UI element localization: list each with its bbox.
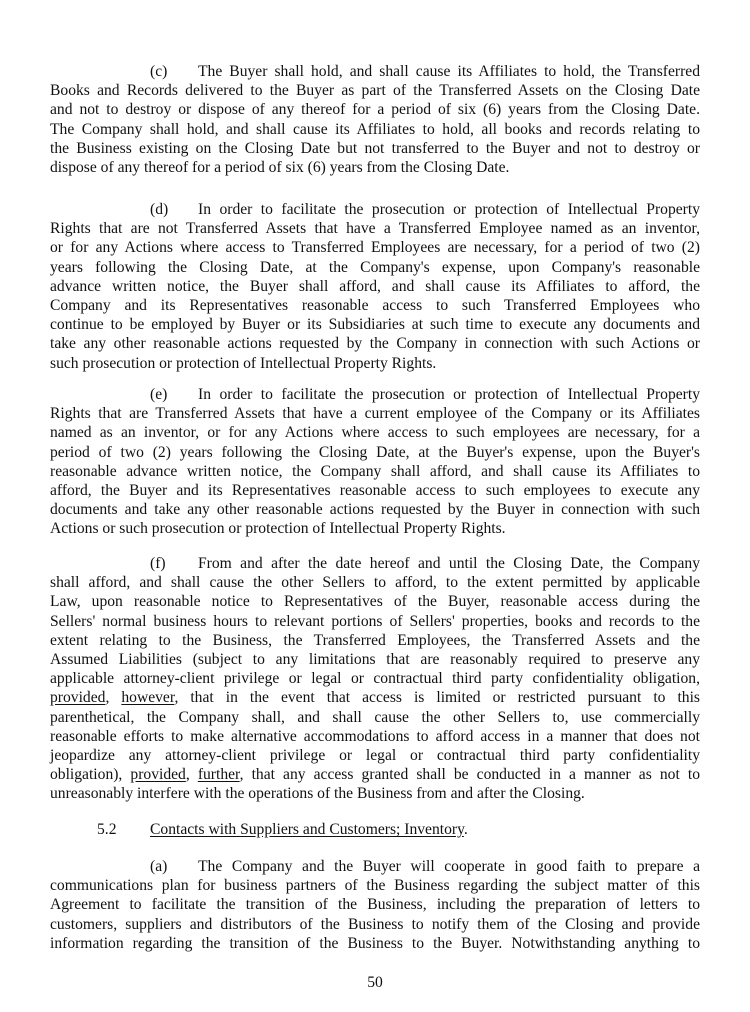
paragraph-line <box>50 688 700 707</box>
section-title: Contacts with Suppliers and Customers; Inventory <box>150 821 464 838</box>
paragraph-5-2-a <box>50 857 700 953</box>
line-text: , that any access granted shall be conducted in a manner as not to <box>239 766 700 784</box>
paragraph-line: Rights that are not Transferred Assets that have a Transferred Employee named as an inventor, <box>50 220 700 238</box>
paragraph-line: or for any Actions where access to Transferred Employees are necessary, for a period of two (2) <box>50 239 700 257</box>
paragraph-line: unreasonably interfere with the operations of the Business from and after the Closing. <box>50 785 585 803</box>
underlined-term-provided: provided <box>130 766 186 784</box>
paragraph-line: period of two (2) years following the Closing Date, at the Buyer's expense, upon the Buyer's <box>50 443 700 461</box>
paragraph-line: extent relating to the Business, the Transferred Employees, the Transferred Assets and the <box>50 631 700 649</box>
page-number: 50 <box>367 974 383 991</box>
paragraph-line: named as an inventor, or for any Actions where access to such employees are necessary, for a <box>50 424 700 442</box>
paragraph-line: continue to be employed by Buyer or its Subsidiaries at such time to execute any documents and <box>50 316 700 334</box>
paragraph-line <box>50 765 700 784</box>
paragraph-label: (e) <box>150 386 168 403</box>
paragraph-line: Agreement to facilitate the transition of the Business, including the preparation of letters to <box>50 896 700 914</box>
paragraph-f <box>50 554 700 803</box>
paragraph-line: dispose of any thereof for a period of six (6) years from the Closing Date. <box>50 158 510 176</box>
paragraph-line <box>50 62 700 81</box>
paragraph-line: Books and Records delivered to the Buyer as part of the Transferred Assets on the Closing Date <box>50 82 700 100</box>
paragraph-line: and not to destroy or dispose of any thereof for a period of six (6) years from the Closing Date. <box>50 101 700 119</box>
paragraph-line <box>50 857 700 876</box>
line-text: In order to facilitate the prosecution or protection of Intellectual Property <box>198 201 700 218</box>
paragraph-line: afford, the Buyer and its Representatives reasonable access to such employees to execute any <box>50 481 700 499</box>
section-heading <box>97 820 468 839</box>
underlined-term-further: further <box>197 766 240 784</box>
paragraph-line: applicable attorney-client privilege or legal or contractual third party confidentiality obligation, <box>50 670 700 688</box>
underlined-term-however: however <box>121 689 175 707</box>
line-text: , <box>185 766 198 784</box>
paragraph-line: Law, upon reasonable notice to Representatives of the Buyer, reasonable access during the <box>50 593 700 611</box>
paragraph-line: Sellers' normal business hours to relevant portions of Sellers' properties, books and records to the <box>50 612 700 630</box>
paragraph-line: such prosecution or protection of Intellectual Property Rights. <box>50 354 437 372</box>
line-text: The Company and the Buyer will cooperate in good faith to prepare a <box>198 858 700 875</box>
paragraph-line: customers, suppliers and distributors of the Business to notify them of the Closing and provide <box>50 915 700 933</box>
paragraph-label: (d) <box>150 201 169 218</box>
paragraph-line: reasonable efforts to make alternative accommodations to afford access in a manner that does not <box>50 727 700 745</box>
paragraph-label: (f) <box>150 555 166 572</box>
paragraph-line: Company and its Representatives reasonable access to such Transferred Employees who <box>50 296 700 314</box>
paragraph-e <box>50 385 700 539</box>
line-text: From and after the date hereof and until the Closing Date, the Company <box>198 555 700 572</box>
paragraph-c <box>50 62 700 177</box>
line-text: , <box>105 689 122 707</box>
paragraph-line: take any other reasonable actions requested by the Company in connection with such Actions or <box>50 335 700 353</box>
section-title-suffix: . <box>463 821 468 838</box>
paragraph-line: Actions or such prosecution or protection of Intellectual Property Rights. <box>50 520 506 538</box>
paragraph-line: years following the Closing Date, at the Company's expense, upon Company's reasonable <box>50 258 700 276</box>
paragraph-line: the Business existing on the Closing Date but not transferred to the Buyer and not to destroy or <box>50 139 700 157</box>
paragraph-line: Rights that are Transferred Assets that have a current employee of the Company or its Affiliates <box>50 405 700 423</box>
paragraph-line: jeopardize any attorney-client privilege or legal or contractual third party confidentiality <box>50 746 700 764</box>
paragraph-line <box>50 200 700 219</box>
paragraph-line: Assumed Liabilities (subject to any limitations that are reasonably required to preserve any <box>50 650 700 668</box>
line-text: In order to facilitate the prosecution or protection of Intellectual Property <box>198 386 700 403</box>
section-number: 5.2 <box>97 821 117 838</box>
paragraph-line: The Company shall hold, and shall cause its Affiliates to hold, all books and records relating to <box>50 120 700 138</box>
paragraph-line: shall afford, and shall cause the other Sellers to afford, to the extent permitted by applicable <box>50 574 700 592</box>
paragraph-d <box>50 200 700 373</box>
paragraph-line: information regarding the transition of the Business to the Buyer. Notwithstanding anything to <box>50 934 700 952</box>
paragraph-line: parenthetical, the Company shall, and shall cause the other Sellers to, use commercially <box>50 708 700 726</box>
line-text: The Buyer shall hold, and shall cause its Affiliates to hold, the Transferred <box>198 63 700 80</box>
paragraph-label: (a) <box>150 858 168 875</box>
paragraph-line: reasonable advance written notice, the Company shall afford, and shall cause its Affiliates to <box>50 462 700 480</box>
paragraph-line: advance written notice, the Buyer shall afford, and shall cause its Affiliates to afford, the <box>50 277 700 295</box>
underlined-term-provided: provided <box>50 689 106 707</box>
line-text: , that in the event that access is limited or restricted pursuant to this <box>174 689 701 707</box>
paragraph-label: (c) <box>150 63 168 80</box>
paragraph-line: communications plan for business partners of the Business regarding the subject matter of this <box>50 877 700 895</box>
line-text: obligation), <box>50 766 131 784</box>
paragraph-line <box>50 554 700 573</box>
paragraph-line: documents and take any other reasonable actions requested by the Buyer in connection with such <box>50 501 700 519</box>
paragraph-line <box>50 385 700 404</box>
